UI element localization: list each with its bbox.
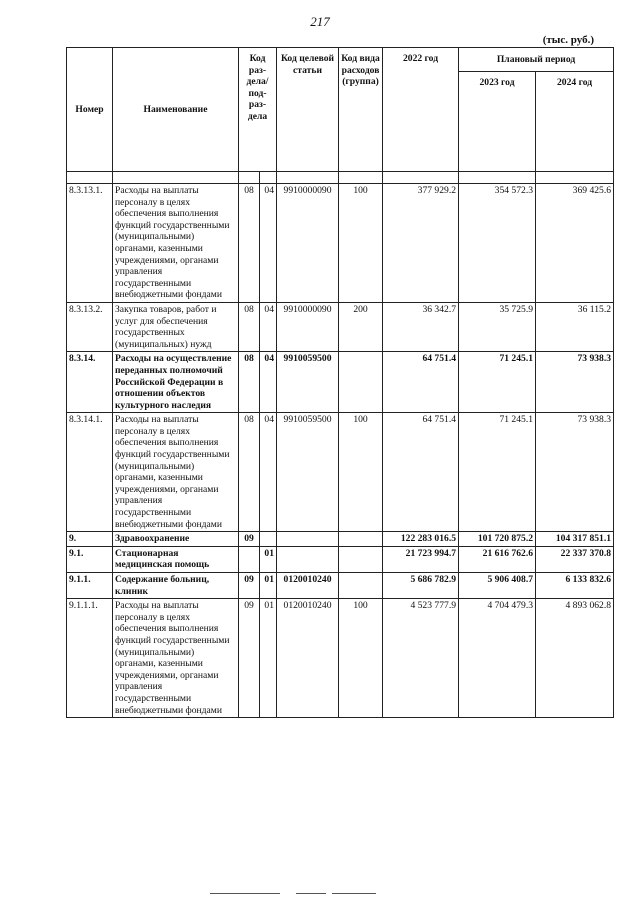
header-section: Код раз-дела/ под-раз-дела: [239, 48, 277, 172]
row-2023: 71 245.1: [459, 413, 536, 532]
row-subsection: 04: [260, 184, 277, 303]
header-year-2022: 2022 год: [383, 48, 459, 172]
row-target: 0120010240: [277, 599, 339, 718]
row-section: 08: [239, 302, 260, 351]
footer-line-left: [210, 893, 280, 894]
row-expense-type: [339, 573, 383, 599]
row-number: 8.3.13.2.: [67, 302, 113, 351]
row-subsection: [260, 532, 277, 547]
row-subsection: 01: [260, 599, 277, 718]
page-number: 217: [310, 14, 330, 29]
row-2023: 35 725.9: [459, 302, 536, 351]
table-row: [67, 413, 614, 532]
row-expense-type: [339, 546, 383, 572]
table-row: [67, 573, 614, 599]
row-section: 08: [239, 184, 260, 303]
row-2023: 4 704 479.3: [459, 599, 536, 718]
header-name: Наименование: [113, 48, 239, 172]
row-name: Расходы на выплаты персоналу в целях обеспечения выполнения функций государственными (муниципальными) органами, казенными учреждениями, органами управления государственными внебюджетными фондами: [113, 184, 239, 303]
row-2024: 73 938.3: [536, 413, 614, 532]
row-section: 09: [239, 532, 260, 547]
row-number: 9.: [67, 532, 113, 547]
row-subsection: 01: [260, 573, 277, 599]
row-section: 09: [239, 599, 260, 718]
row-target: 0120010240: [277, 573, 339, 599]
row-name: Расходы на выплаты персоналу в целях обеспечения выполнения функций государственными (муниципальными) органами, казенными учреждениями, органами управления государственными внебюджетными фондами: [113, 413, 239, 532]
header-year-2024: 2024 год: [536, 72, 614, 172]
row-2024: 4 893 062.8: [536, 599, 614, 718]
row-subsection: 04: [260, 302, 277, 351]
row-expense-type: 200: [339, 302, 383, 351]
row-target: 9910000090: [277, 184, 339, 303]
header-number: Номер: [67, 48, 113, 172]
row-number: 8.3.13.1.: [67, 184, 113, 303]
row-2024: 73 938.3: [536, 352, 614, 413]
table-row: [67, 302, 614, 351]
row-section: 09: [239, 573, 260, 599]
row-2022: 122 283 016.5: [383, 532, 459, 547]
row-2022: 4 523 777.9: [383, 599, 459, 718]
row-2022: 21 723 994.7: [383, 546, 459, 572]
row-subsection: 04: [260, 352, 277, 413]
row-expense-type: 100: [339, 599, 383, 718]
row-expense-type: 100: [339, 184, 383, 303]
row-name: Здравоохранение: [113, 532, 239, 547]
row-expense-type: [339, 532, 383, 547]
row-target: 9910059500: [277, 413, 339, 532]
row-number: 9.1.: [67, 546, 113, 572]
row-2023: 354 572.3: [459, 184, 536, 303]
row-name: Стационарная медицинская помощь: [113, 546, 239, 572]
row-subsection: 01: [260, 546, 277, 572]
row-target: 9910059500: [277, 352, 339, 413]
row-expense-type: [339, 352, 383, 413]
row-name: Расходы на выплаты персоналу в целях обеспечения выполнения функций государственными (муниципальными) органами, казенными учреждениями, органами управления государственными внебюджетными фондами: [113, 599, 239, 718]
row-number: 8.3.14.: [67, 352, 113, 413]
row-2022: 36 342.7: [383, 302, 459, 351]
row-target: [277, 532, 339, 547]
row-2023: 21 616 762.6: [459, 546, 536, 572]
footer-line-mid: [296, 893, 326, 894]
table-row: [67, 532, 614, 547]
header-year-2023: 2023 год: [459, 72, 536, 172]
row-2023: 5 906 408.7: [459, 573, 536, 599]
row-name: Содержание больниц, клиник: [113, 573, 239, 599]
table-body: [67, 184, 614, 718]
row-target: [277, 546, 339, 572]
header-planned-period: Плановый период: [459, 48, 614, 72]
row-2022: 64 751.4: [383, 352, 459, 413]
footer-line-right: [332, 893, 376, 894]
row-2024: 104 317 851.1: [536, 532, 614, 547]
row-2024: 6 133 832.6: [536, 573, 614, 599]
row-section: 08: [239, 352, 260, 413]
units-label: (тыс. руб.): [542, 34, 594, 46]
header-target: Код целевой статьи: [277, 48, 339, 172]
row-section: [239, 546, 260, 572]
budget-table: [66, 47, 614, 718]
row-name: Закупка товаров, работ и услуг для обеспечения государственных (муниципальных) нужд: [113, 302, 239, 351]
row-2024: 22 337 370.8: [536, 546, 614, 572]
row-number: 9.1.1.1.: [67, 599, 113, 718]
row-name: Расходы на осуществление переданных полномочий Российской Федерации в отношении объектов культурного наследия: [113, 352, 239, 413]
row-subsection: 04: [260, 413, 277, 532]
row-2022: 64 751.4: [383, 413, 459, 532]
row-expense-type: 100: [339, 413, 383, 532]
row-number: 8.3.14.1.: [67, 413, 113, 532]
row-2022: 5 686 782.9: [383, 573, 459, 599]
table-row: [67, 599, 614, 718]
row-section: 08: [239, 413, 260, 532]
row-2023: 101 720 875.2: [459, 532, 536, 547]
table-row: [67, 184, 614, 303]
row-2023: 71 245.1: [459, 352, 536, 413]
row-target: 9910000090: [277, 302, 339, 351]
table-row: [67, 352, 614, 413]
row-number: 9.1.1.: [67, 573, 113, 599]
row-2024: 369 425.6: [536, 184, 614, 303]
header-expense-type: Код вида расходов (группа): [339, 48, 383, 172]
table-row: [67, 546, 614, 572]
row-2024: 36 115.2: [536, 302, 614, 351]
row-2022: 377 929.2: [383, 184, 459, 303]
